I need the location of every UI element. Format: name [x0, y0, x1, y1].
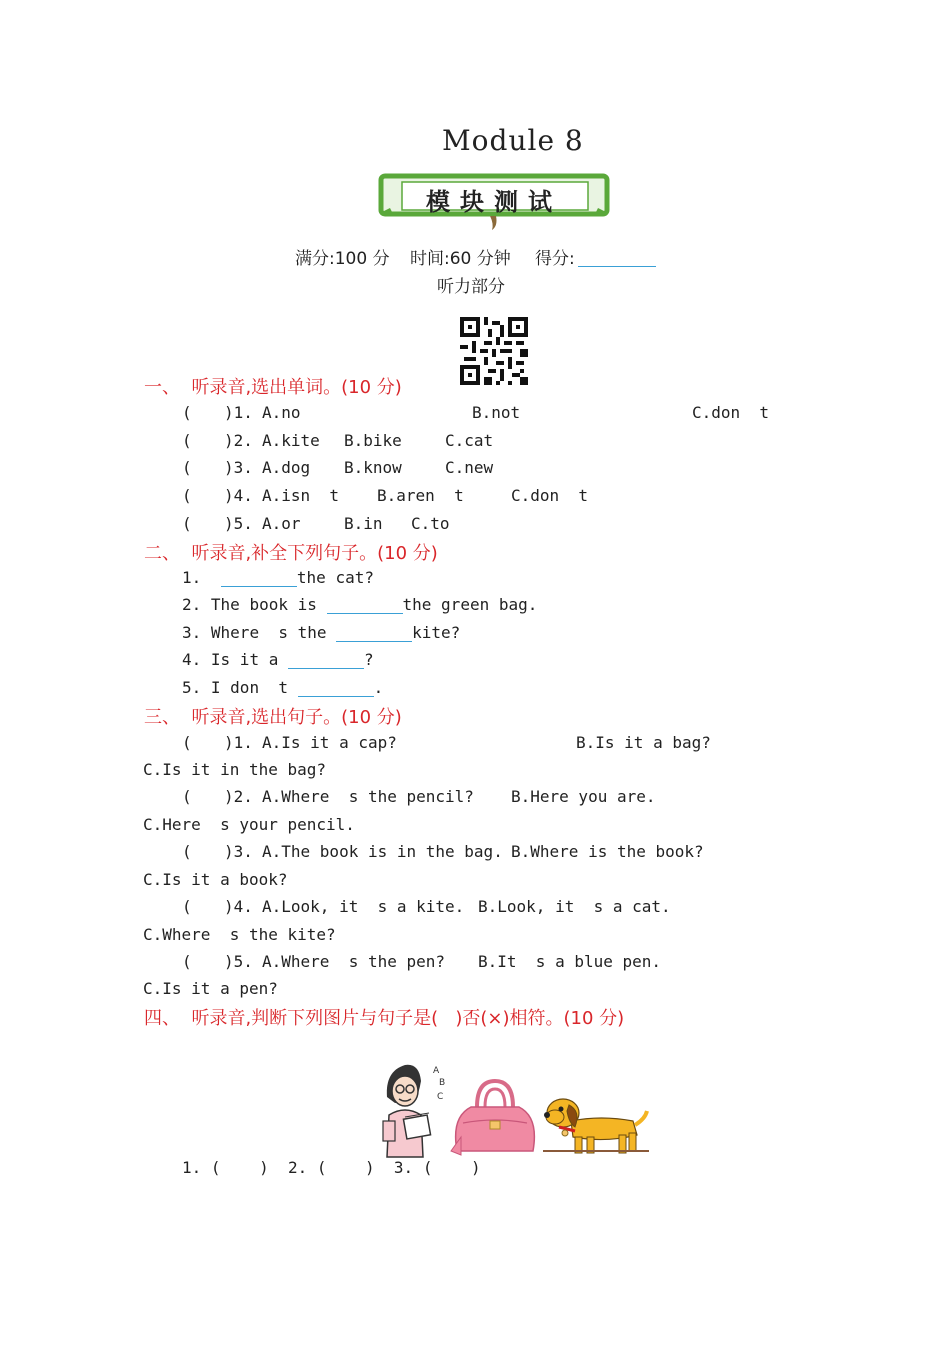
option-b: B.know — [344, 458, 402, 477]
section-2-item-3 — [182, 623, 460, 642]
before-text: The book is — [210, 595, 317, 614]
item-number: 5. — [182, 678, 202, 697]
option-a: A.Where s the pen? — [262, 952, 446, 971]
fill-blank[interactable] — [288, 652, 364, 669]
time-limit: 时间:60 分钟 — [410, 249, 511, 269]
item-number: 1. — [182, 568, 202, 587]
option-a: A.The book is in the bag. — [262, 842, 503, 861]
option-b: B.Here you are. — [511, 787, 656, 806]
option-b: B.Where is the book? — [511, 842, 704, 861]
section-2-title: 二、 听录音,补全下列句子。(10 分) — [144, 543, 438, 564]
section-4-answers[interactable]: 1. ( ) 2. ( ) 3. ( ) — [182, 1158, 481, 1177]
section-2-item-1 — [182, 568, 374, 587]
option-c: C.Here s your pencil. — [143, 815, 355, 834]
after-text: ? — [363, 650, 374, 669]
option-b: B.bike — [344, 431, 402, 450]
bubble-letter-a: A — [433, 1066, 440, 1076]
answer-paren[interactable]: ( — [182, 787, 192, 806]
full-score: 满分:100 分 — [295, 249, 390, 269]
option-c: C.Is it a book? — [143, 870, 288, 889]
option-c: C.don t — [511, 486, 589, 505]
test-banner — [378, 172, 610, 220]
option-b: B.aren t — [377, 486, 464, 505]
before-text: Where s the — [210, 623, 327, 642]
answer-paren[interactable]: ( — [182, 403, 192, 422]
answer-paren[interactable]: ( — [182, 486, 192, 505]
teacher-picture — [356, 1038, 446, 1142]
option-a: A.or — [262, 514, 301, 533]
item-number: 4. — [182, 650, 202, 669]
option-b: B.Is it a bag? — [576, 733, 711, 752]
score-label: 得分: — [535, 249, 575, 269]
fill-blank[interactable] — [336, 625, 412, 642]
after-text: kite? — [412, 623, 461, 642]
bag-picture — [428, 1058, 524, 1140]
item-number: 3. — [182, 623, 202, 642]
item-number: )4. — [224, 486, 253, 505]
item-number: )3. — [224, 458, 253, 477]
answer-paren[interactable]: ( — [182, 458, 192, 477]
answer-paren[interactable]: ( — [182, 952, 192, 971]
item-number: )2. — [224, 431, 253, 450]
option-a: A.Is it a cap? — [262, 733, 397, 752]
option-c: C.to — [411, 514, 450, 533]
qr-code-icon — [441, 298, 509, 366]
item-number: 2. — [182, 595, 202, 614]
option-a: A.dog — [262, 458, 311, 477]
option-a: A.Look, it s a kite. — [262, 897, 465, 916]
section-2-item-2 — [182, 595, 537, 614]
option-c: C.Is it a pen? — [143, 979, 278, 998]
option-b: B.not — [472, 403, 521, 422]
section-2-item-5 — [182, 678, 383, 697]
option-b: B.in — [344, 514, 383, 533]
answer-paren[interactable]: ( — [182, 514, 192, 533]
option-c: C.Is it in the bag? — [143, 760, 327, 779]
item-number: )4. — [224, 897, 253, 916]
option-b: B.It s a blue pen. — [478, 952, 662, 971]
bubble-letter-b: B — [439, 1078, 446, 1088]
section-4-title: 四、 听录音,判断下列图片与句子是( )否(×)相符。(10 分) — [144, 1008, 625, 1029]
option-c: C.cat — [445, 431, 494, 450]
option-a: A.kite — [262, 431, 320, 450]
answer-paren[interactable]: ( — [182, 897, 192, 916]
fill-blank[interactable] — [221, 570, 297, 587]
section-1-title: 一、 听录音,选出单词。(10 分) — [144, 377, 402, 398]
item-number: )5. — [224, 952, 253, 971]
item-number: )2. — [224, 787, 253, 806]
dog-picture — [522, 1072, 632, 1142]
item-number: )3. — [224, 842, 253, 861]
answer-paren[interactable]: ( — [182, 431, 192, 450]
item-number: )1. — [224, 403, 253, 422]
listening-heading: 听力部分 — [437, 277, 505, 297]
fill-blank[interactable] — [298, 680, 374, 697]
answer-paren[interactable]: ( — [182, 842, 192, 861]
section-2-item-4 — [182, 650, 374, 669]
option-a: A.Where s the pencil? — [262, 787, 474, 806]
page-title: Module 8 — [442, 124, 584, 157]
option-a: A.no — [262, 403, 301, 422]
after-text: . — [373, 678, 384, 697]
fill-blank[interactable] — [327, 597, 403, 614]
dachshund-dog-icon — [541, 1091, 651, 1161]
option-c: C.don t — [692, 403, 770, 422]
after-text: the green bag. — [402, 595, 538, 614]
score-blank[interactable] — [578, 266, 656, 267]
option-b: B.Look, it s a cat. — [478, 897, 671, 916]
section-3-title: 三、 听录音,选出句子。(10 分) — [144, 707, 402, 728]
option-c: C.Where s the kite? — [143, 925, 336, 944]
option-a: A.isn t — [262, 486, 340, 505]
before-text: I don t — [210, 678, 288, 697]
banner-text: 模块测试 — [426, 188, 562, 216]
after-text: the cat? — [296, 568, 374, 587]
answer-paren[interactable]: ( — [182, 733, 192, 752]
item-number: )5. — [224, 514, 253, 533]
bubble-letter-c: C — [437, 1092, 444, 1102]
before-text: Is it a — [210, 650, 279, 669]
item-number: )1. — [224, 733, 253, 752]
option-c: C.new — [445, 458, 494, 477]
